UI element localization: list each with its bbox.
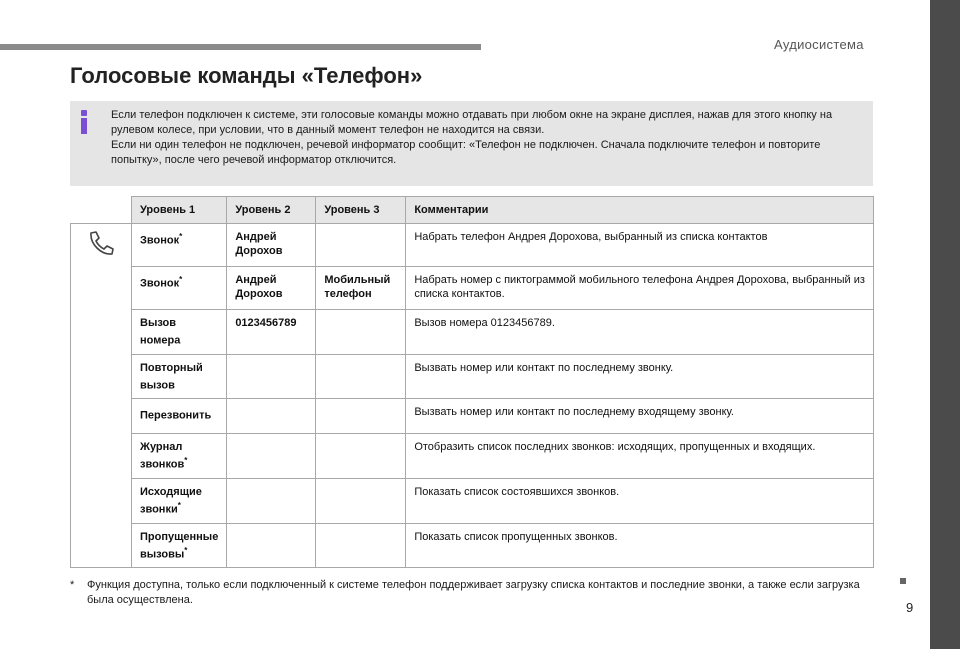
footnote-text: Функция доступна, только если подключенный к системе телефон поддерживает загрузку списка контактов и последние звонки, а также если загрузка была осуществлена.	[87, 579, 860, 606]
cell-level-1	[132, 478, 227, 523]
cell-level-2: Андрей Дорохов	[227, 267, 316, 310]
cell-comment: Вызвать номер или контакт по последнему звонку.	[406, 354, 874, 399]
cell-level-3	[316, 224, 406, 267]
cell-level-3: Мобильный телефон	[316, 267, 406, 310]
level-1-text: Звонок	[140, 234, 180, 247]
level-1-text: Повторный вызов	[140, 361, 203, 392]
table-header-row	[71, 197, 874, 224]
cell-level-2	[227, 354, 316, 399]
cell-level-2	[227, 523, 316, 568]
page-marker	[900, 578, 906, 584]
cell-level-3	[316, 399, 406, 434]
commands-table	[70, 196, 874, 568]
level-1-text: Звонок	[140, 277, 180, 290]
level-1-note: *	[184, 456, 188, 466]
info-paragraph-1: Если телефон подключен к системе, эти голосовые команды можно отдавать при любом окне на экране дисплея, нажав для этого кнопку на рулевом колесе, при условии, что в данный момент телефон не находится на связи.	[111, 109, 833, 136]
level-1-note: *	[184, 545, 188, 555]
table-row	[71, 310, 874, 355]
level-1-text: Журнал звонков	[140, 441, 185, 471]
cell-level-2	[227, 478, 316, 523]
cell-level-1	[132, 434, 227, 479]
table-row	[71, 267, 874, 310]
cell-comment: Набрать номер с пиктограммой мобильного телефона Андрея Дорохова, выбранный из списка контактов.	[406, 267, 874, 310]
table-row	[71, 224, 874, 267]
level-1-note: *	[179, 232, 183, 241]
info-icon	[79, 110, 89, 134]
cell-level-1	[132, 354, 227, 399]
level-1-text: Перезвонить	[140, 409, 212, 422]
header-blank	[71, 197, 132, 224]
cell-level-3	[316, 310, 406, 355]
cell-comment: Показать список пропущенных звонков.	[406, 523, 874, 568]
level-1-note: *	[177, 500, 181, 510]
cell-comment: Вызвать номер или контакт по последнему входящему звонку.	[406, 399, 874, 434]
cell-level-1	[132, 267, 227, 310]
table-row	[71, 434, 874, 479]
info-box	[70, 101, 873, 186]
level-1-text: Исходящие звонки	[140, 485, 202, 516]
table-row	[71, 399, 874, 434]
table-row	[71, 523, 874, 568]
page-edge-strip	[930, 0, 960, 649]
cell-level-3	[316, 434, 406, 479]
phone-icon-cell	[71, 224, 132, 568]
cell-level-2	[227, 399, 316, 434]
footnote	[70, 578, 860, 608]
cell-level-1	[132, 523, 227, 568]
header-comments: Комментарии	[406, 197, 874, 224]
footnote-marker: *	[70, 579, 75, 591]
cell-level-1	[132, 399, 227, 434]
header-level-1: Уровень 1	[132, 197, 227, 224]
table-row	[71, 478, 874, 523]
cell-comment: Вызов номера 0123456789.	[406, 310, 874, 355]
cell-level-2	[227, 434, 316, 479]
header-level-3: Уровень 3	[316, 197, 406, 224]
info-paragraph-2: Если ни один телефон не подключен, речевой информатор сообщит: «Телефон не подключен. Сначала подключите телефон и повторите попытку», после чего речевой информатор отключится.	[111, 139, 821, 166]
level-1-text: Пропущенные вызовы	[140, 530, 219, 561]
cell-comment: Показать список состоявшихся звонков.	[406, 478, 874, 523]
level-1-text: Вызов номера	[140, 317, 181, 347]
phone-icon	[87, 230, 115, 256]
cell-level-3	[316, 523, 406, 568]
cell-comment: Набрать телефон Андрея Дорохова, выбранный из списка контактов	[406, 224, 874, 267]
page-title: Голосовые команды «Телефон»	[70, 63, 423, 88]
level-1-note: *	[179, 275, 183, 284]
cell-level-1	[132, 310, 227, 355]
cell-comment: Отобразить список последних звонков: исходящих, пропущенных и входящих.	[406, 434, 874, 479]
page-number: 9	[906, 600, 914, 615]
cell-level-1	[132, 224, 227, 267]
cell-level-2: Андрей Дорохов	[227, 224, 316, 267]
header-level-2: Уровень 2	[227, 197, 316, 224]
section-title: Аудиосистема	[774, 37, 864, 52]
cell-level-2: 0123456789	[227, 310, 316, 355]
header-rule	[0, 44, 481, 50]
cell-level-3	[316, 478, 406, 523]
cell-level-3	[316, 354, 406, 399]
table-row	[71, 354, 874, 399]
